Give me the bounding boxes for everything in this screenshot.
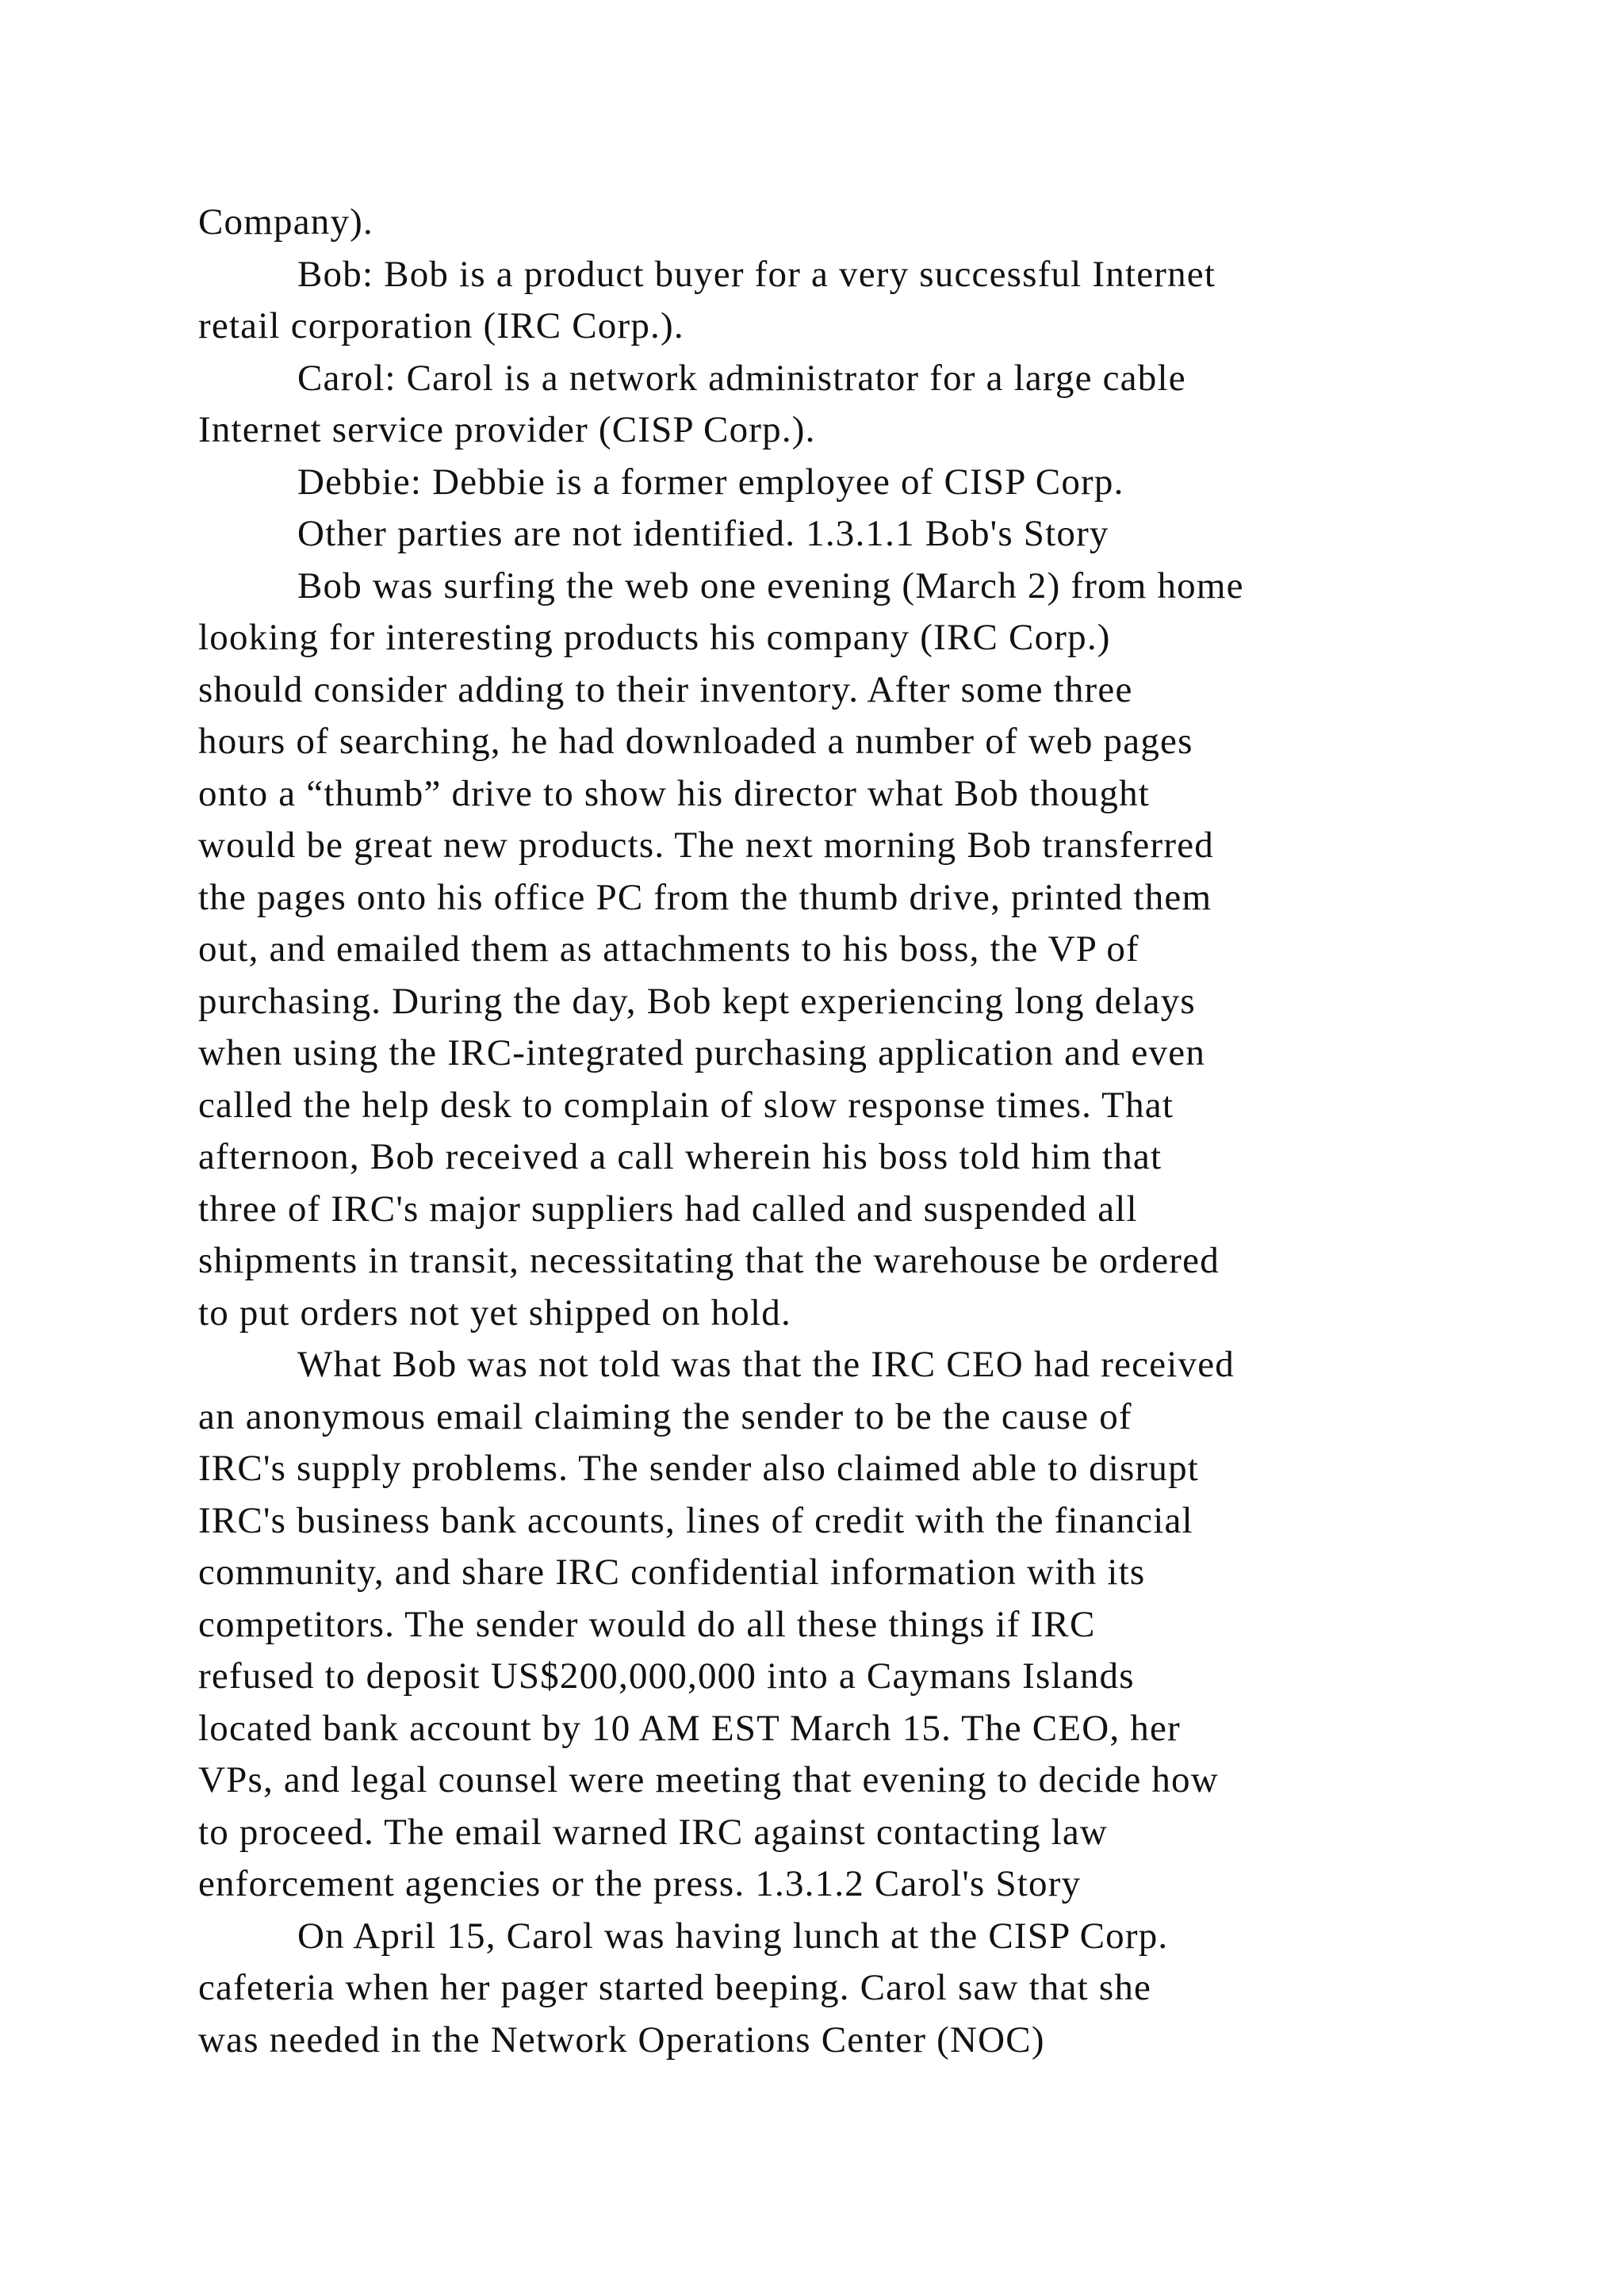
text-line: to put orders not yet shipped on hold.: [198, 1292, 791, 1334]
text-line: to proceed. The email warned IRC against contacting law: [198, 1811, 1109, 1853]
text-line: Other parties are not identified. 1.3.1.1 Bob's Story: [297, 513, 1109, 554]
text-line: afternoon, Bob received a call wherein his boss told him that: [198, 1136, 1162, 1177]
text-line: out, and emailed them as attachments to his boss, the VP of: [198, 928, 1139, 970]
text-line: would be great new products. The next morning Bob transferred: [198, 825, 1214, 866]
text-line: purchasing. During the day, Bob kept experiencing long delays: [198, 980, 1196, 1022]
text-line: refused to deposit US$200,000,000 into a Caymans Islands: [198, 1655, 1135, 1697]
text-line: retail corporation (IRC Corp.).: [198, 305, 684, 346]
text-line: community, and share IRC confidential information with its: [198, 1552, 1146, 1593]
text-line: Company).: [198, 201, 373, 243]
text-line: hours of searching, he had downloaded a number of web pages: [198, 721, 1193, 762]
text-line: IRC's business bank accounts, lines of credit with the financial: [198, 1499, 1193, 1541]
text-line: onto a “thumb” drive to show his director what Bob thought: [198, 772, 1151, 814]
text-line: VPs, and legal counsel were meeting that evening to decide how: [198, 1759, 1219, 1800]
text-line: when using the IRC-integrated purchasing application and even: [198, 1032, 1206, 1073]
text-line: called the help desk to complain of slow response times. That: [198, 1084, 1174, 1126]
text-line: three of IRC's major suppliers had called and suspended all: [198, 1188, 1138, 1230]
text-line: IRC's supply problems. The sender also claimed able to disrupt: [198, 1448, 1200, 1489]
text-line: was needed in the Network Operations Center (NOC): [198, 2019, 1045, 2061]
text-line: an anonymous email claiming the sender to be the cause of: [198, 1395, 1132, 1437]
document-body: [198, 197, 1483, 2066]
text-line: What Bob was not told was that the IRC CEO had received: [297, 1344, 1235, 1385]
text-line: Bob was surfing the web one evening (March 2) from home: [297, 564, 1244, 607]
text-line: enforcement agencies or the press. 1.3.1.2 Carol's Story: [198, 1863, 1082, 1904]
text-line: the pages onto his office PC from the thumb drive, printed them: [198, 876, 1212, 918]
text-line: should consider adding to their inventory. After some three: [198, 668, 1133, 710]
text-line: located bank account by 10 AM EST March 15. The CEO, her: [198, 1707, 1181, 1749]
text-line: Debbie: Debbie is a former employee of CISP Corp.: [297, 461, 1124, 503]
text-line: Bob: Bob is a product buyer for a very successful Internet: [297, 253, 1216, 295]
text-line: Internet service provider (CISP Corp.).: [198, 409, 816, 450]
text-line: cafeteria when her pager started beeping. Carol saw that she: [198, 1967, 1152, 2008]
text-line: looking for interesting products his company (IRC Corp.): [198, 617, 1111, 658]
text-line: competitors. The sender would do all these things if IRC: [198, 1603, 1096, 1645]
text-line: shipments in transit, necessitating that the warehouse be ordered: [198, 1240, 1220, 1281]
text-line: On April 15, Carol was having lunch at the CISP Corp.: [297, 1915, 1169, 1957]
text-line: Carol: Carol is a network administrator for a large cable: [297, 357, 1186, 399]
